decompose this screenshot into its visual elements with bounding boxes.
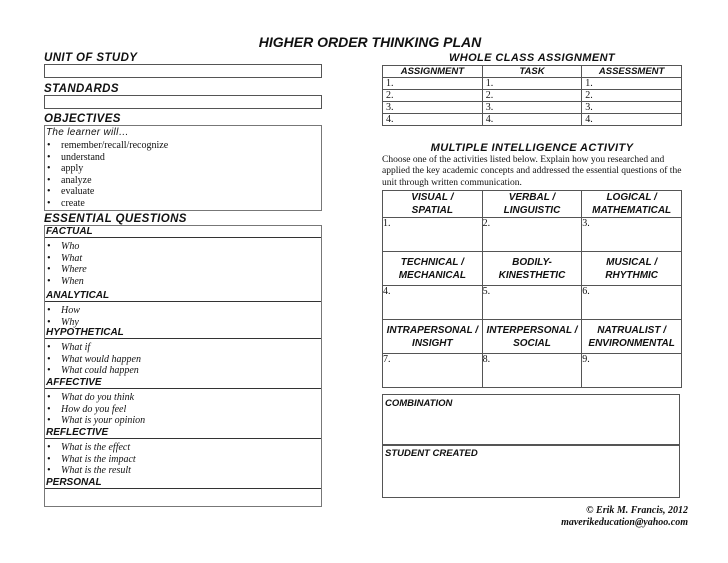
factual-question-item-text: What: [61, 252, 83, 264]
reflective-question-item: [47, 454, 136, 466]
mi-answer-cell[interactable]: 9.: [582, 354, 682, 388]
mi-category-label: INTERPERSONAL /: [486, 324, 578, 336]
hypothetical-question-item: [47, 342, 141, 354]
table-row: [383, 78, 682, 90]
mi-answer-row: [383, 286, 682, 320]
objectives-label: OBJECTIVES: [44, 113, 121, 125]
mi-category-label: MECHANICAL: [398, 269, 466, 281]
affective-question-item-text: What is your opinion: [61, 415, 146, 427]
factual-question-item: [47, 276, 87, 288]
objective-item: [47, 163, 168, 175]
mi-category-label: TECHNICAL /: [400, 256, 464, 268]
whole-class-heading: WHOLE CLASS ASSIGNMENT: [448, 52, 616, 64]
objective-item: [47, 140, 168, 152]
affective-question-item: [47, 392, 145, 404]
table-cell[interactable]: 1.: [383, 78, 483, 90]
mi-category-header: [383, 320, 483, 354]
mi-category-label: VERBAL /: [508, 192, 556, 203]
mi-answer-cell[interactable]: 7.: [383, 354, 483, 388]
bullet-icon: •: [47, 353, 51, 365]
affective-question-item-text: What do you think: [61, 392, 135, 403]
objective-item-text: apply: [61, 163, 84, 175]
factual-question-item: [47, 241, 87, 253]
factual-question-item-text: Who: [61, 241, 80, 252]
mi-answer-row: [383, 354, 682, 388]
analytical-question-item: [47, 305, 80, 317]
mi-category-label: KINESTHETIC: [498, 269, 566, 281]
bullet-icon: •: [47, 174, 51, 186]
combination-label: COMBINATION: [385, 398, 453, 409]
factual-question-item: [47, 264, 87, 276]
affective-question-item-text: How do you feel: [61, 403, 127, 415]
affective-question-item: [47, 415, 145, 427]
page-title: HIGHER ORDER THINKING PLAN: [258, 34, 482, 50]
bullet-icon: •: [47, 415, 51, 427]
objectives-list: [47, 140, 168, 210]
mi-category-label: BODILY-: [512, 256, 552, 268]
mi-category-header: [482, 320, 582, 354]
learner-will-text: The learner will…: [46, 127, 129, 138]
bullet-icon: •: [47, 163, 51, 175]
mi-heading: MULTIPLE INTELLIGENCE ACTIVITY: [430, 142, 634, 154]
standards-label: STANDARDS: [44, 83, 119, 95]
factual-label: FACTUAL: [45, 226, 321, 238]
table-cell[interactable]: 2.: [582, 90, 682, 102]
hypothetical-question-item-text: What if: [61, 342, 91, 353]
mi-header-row: [383, 191, 682, 218]
mi-category-header: [482, 252, 582, 286]
mi-category-label: LINGUISTIC: [503, 205, 561, 216]
hypothetical-question-item: [47, 365, 141, 377]
table-cell[interactable]: 2.: [383, 90, 483, 102]
table-cell[interactable]: 4.: [482, 114, 581, 126]
student-created-label: STUDENT CREATED: [385, 448, 478, 459]
factual-list: [47, 241, 87, 287]
analytical-list: [47, 305, 80, 328]
reflective-question-item: [47, 465, 136, 477]
reflective-question-item-text: What is the effect: [61, 442, 131, 453]
unit-of-study-label: UNIT OF STUDY: [44, 52, 138, 64]
mi-category-label: NATRUALIST /: [597, 324, 666, 336]
table-row: [383, 102, 682, 114]
copyright-text: © Erik M. Francis, 2012: [586, 505, 688, 516]
objective-item: [47, 175, 168, 187]
whole-class-table: [382, 65, 682, 126]
reflective-question-item: [47, 442, 136, 454]
bullet-icon: •: [47, 465, 51, 477]
objective-item-text: create: [61, 197, 85, 209]
student-created-box[interactable]: [382, 444, 680, 498]
mi-answer-cell[interactable]: 1.: [383, 218, 483, 252]
hypothetical-question-item: [47, 354, 141, 366]
mi-answer-cell[interactable]: 8.: [482, 354, 582, 388]
bullet-icon: •: [47, 305, 51, 316]
bullet-icon: •: [47, 252, 51, 264]
table-cell[interactable]: 3.: [482, 102, 581, 114]
affective-label: AFFECTIVE: [45, 377, 321, 389]
standards-field[interactable]: [44, 95, 322, 109]
table-cell[interactable]: 1.: [582, 78, 682, 90]
analytical-question-item-text: How: [61, 305, 80, 316]
bullet-icon: •: [47, 365, 51, 377]
table-row: [383, 90, 682, 102]
table-cell[interactable]: 2.: [482, 90, 581, 102]
mi-category-header: [383, 252, 483, 286]
table-row: [383, 114, 682, 126]
hypothetical-label: HYPOTHETICAL: [45, 327, 321, 339]
affective-list: [47, 392, 145, 427]
unit-of-study-field[interactable]: [44, 64, 322, 78]
affective-question-item: [47, 404, 145, 416]
table-cell[interactable]: 3.: [383, 102, 483, 114]
bullet-icon: •: [47, 392, 51, 403]
mi-category-label: SOCIAL: [513, 337, 551, 349]
objective-item-text: understand: [61, 151, 105, 163]
table-cell[interactable]: 4.: [383, 114, 483, 126]
mi-instructions: Choose one of the activities listed below. Explain how you researched and applied the key academic concepts and addressed the essential questions of the unit through written communication.: [382, 155, 682, 188]
factual-question-item: [47, 253, 87, 265]
reflective-question-item-text: What is the impact: [61, 453, 136, 465]
reflective-label: REFLECTIVE: [45, 427, 321, 439]
objective-item-text: analyze: [61, 174, 92, 186]
combination-box[interactable]: [382, 394, 680, 446]
bullet-icon: •: [47, 241, 51, 252]
personal-label: PERSONAL: [45, 477, 321, 489]
bullet-icon: •: [47, 316, 51, 328]
bullet-icon: •: [47, 342, 51, 353]
table-cell[interactable]: 1.: [482, 78, 581, 90]
mi-category-header: [582, 191, 682, 218]
mi-category-label: RHYTHMIC: [605, 269, 659, 281]
mi-answer-cell[interactable]: 3.: [582, 218, 682, 252]
table-cell[interactable]: 4.: [582, 114, 682, 126]
mi-header-row: [383, 252, 682, 286]
objective-item: [47, 152, 168, 164]
mi-category-label: ENVIRONMENTAL: [588, 337, 675, 349]
column-header-assignment: ASSIGNMENT: [383, 66, 483, 78]
analytical-question-item-text: Why: [61, 316, 79, 328]
mi-category-header: [383, 191, 483, 218]
objective-item-text: evaluate: [61, 186, 95, 198]
bullet-icon: •: [47, 264, 51, 276]
analytical-label: ANALYTICAL: [45, 290, 321, 302]
mi-header-row: [383, 320, 682, 354]
bullet-icon: •: [47, 442, 51, 453]
mi-category-header: [582, 252, 682, 286]
objective-item: [47, 186, 168, 198]
bullet-icon: •: [47, 140, 51, 151]
bullet-icon: •: [47, 275, 51, 287]
objective-item: [47, 198, 168, 210]
bullet-icon: •: [47, 403, 51, 415]
mi-answer-cell[interactable]: 6.: [582, 286, 682, 320]
reflective-list: [47, 442, 136, 477]
mi-category-label: INSIGHT: [412, 337, 453, 349]
mi-category-label: MATHEMATICAL: [592, 205, 672, 216]
mi-category-label: MUSICAL /: [606, 256, 658, 268]
hypothetical-list: [47, 342, 141, 377]
factual-question-item-text: When: [61, 275, 84, 287]
objective-item-text: remember/recall/recognize: [61, 140, 169, 151]
bullet-icon: •: [47, 151, 51, 163]
mi-answer-row: [383, 218, 682, 252]
mi-answer-cell[interactable]: 4.: [383, 286, 483, 320]
reflective-question-item-text: What is the result: [61, 465, 131, 477]
mi-category-header: [582, 320, 682, 354]
table-cell[interactable]: 3.: [582, 102, 682, 114]
mi-category-label: SPATIAL: [411, 205, 453, 216]
mi-category-label: LOGICAL /: [606, 192, 657, 203]
essential-questions-label: ESSENTIAL QUESTIONS: [44, 213, 187, 225]
mi-table: [382, 190, 682, 388]
hypothetical-question-item-text: What could happen: [61, 365, 139, 377]
bullet-icon: •: [47, 186, 51, 198]
mi-category-header: [482, 191, 582, 218]
factual-question-item-text: Where: [61, 264, 87, 276]
mi-category-label: VISUAL /: [411, 192, 454, 203]
hypothetical-question-item-text: What would happen: [61, 353, 141, 365]
bullet-icon: •: [47, 453, 51, 465]
mi-category-label: INTRAPERSONAL /: [386, 324, 479, 336]
column-header-task: TASK: [482, 66, 581, 78]
mi-answer-cell[interactable]: 5.: [482, 286, 582, 320]
mi-answer-cell[interactable]: 2.: [482, 218, 582, 252]
bullet-icon: •: [47, 197, 51, 209]
email-text: maverikeducation@yahoo.com: [561, 517, 688, 528]
column-header-assessment: ASSESSMENT: [582, 66, 682, 78]
